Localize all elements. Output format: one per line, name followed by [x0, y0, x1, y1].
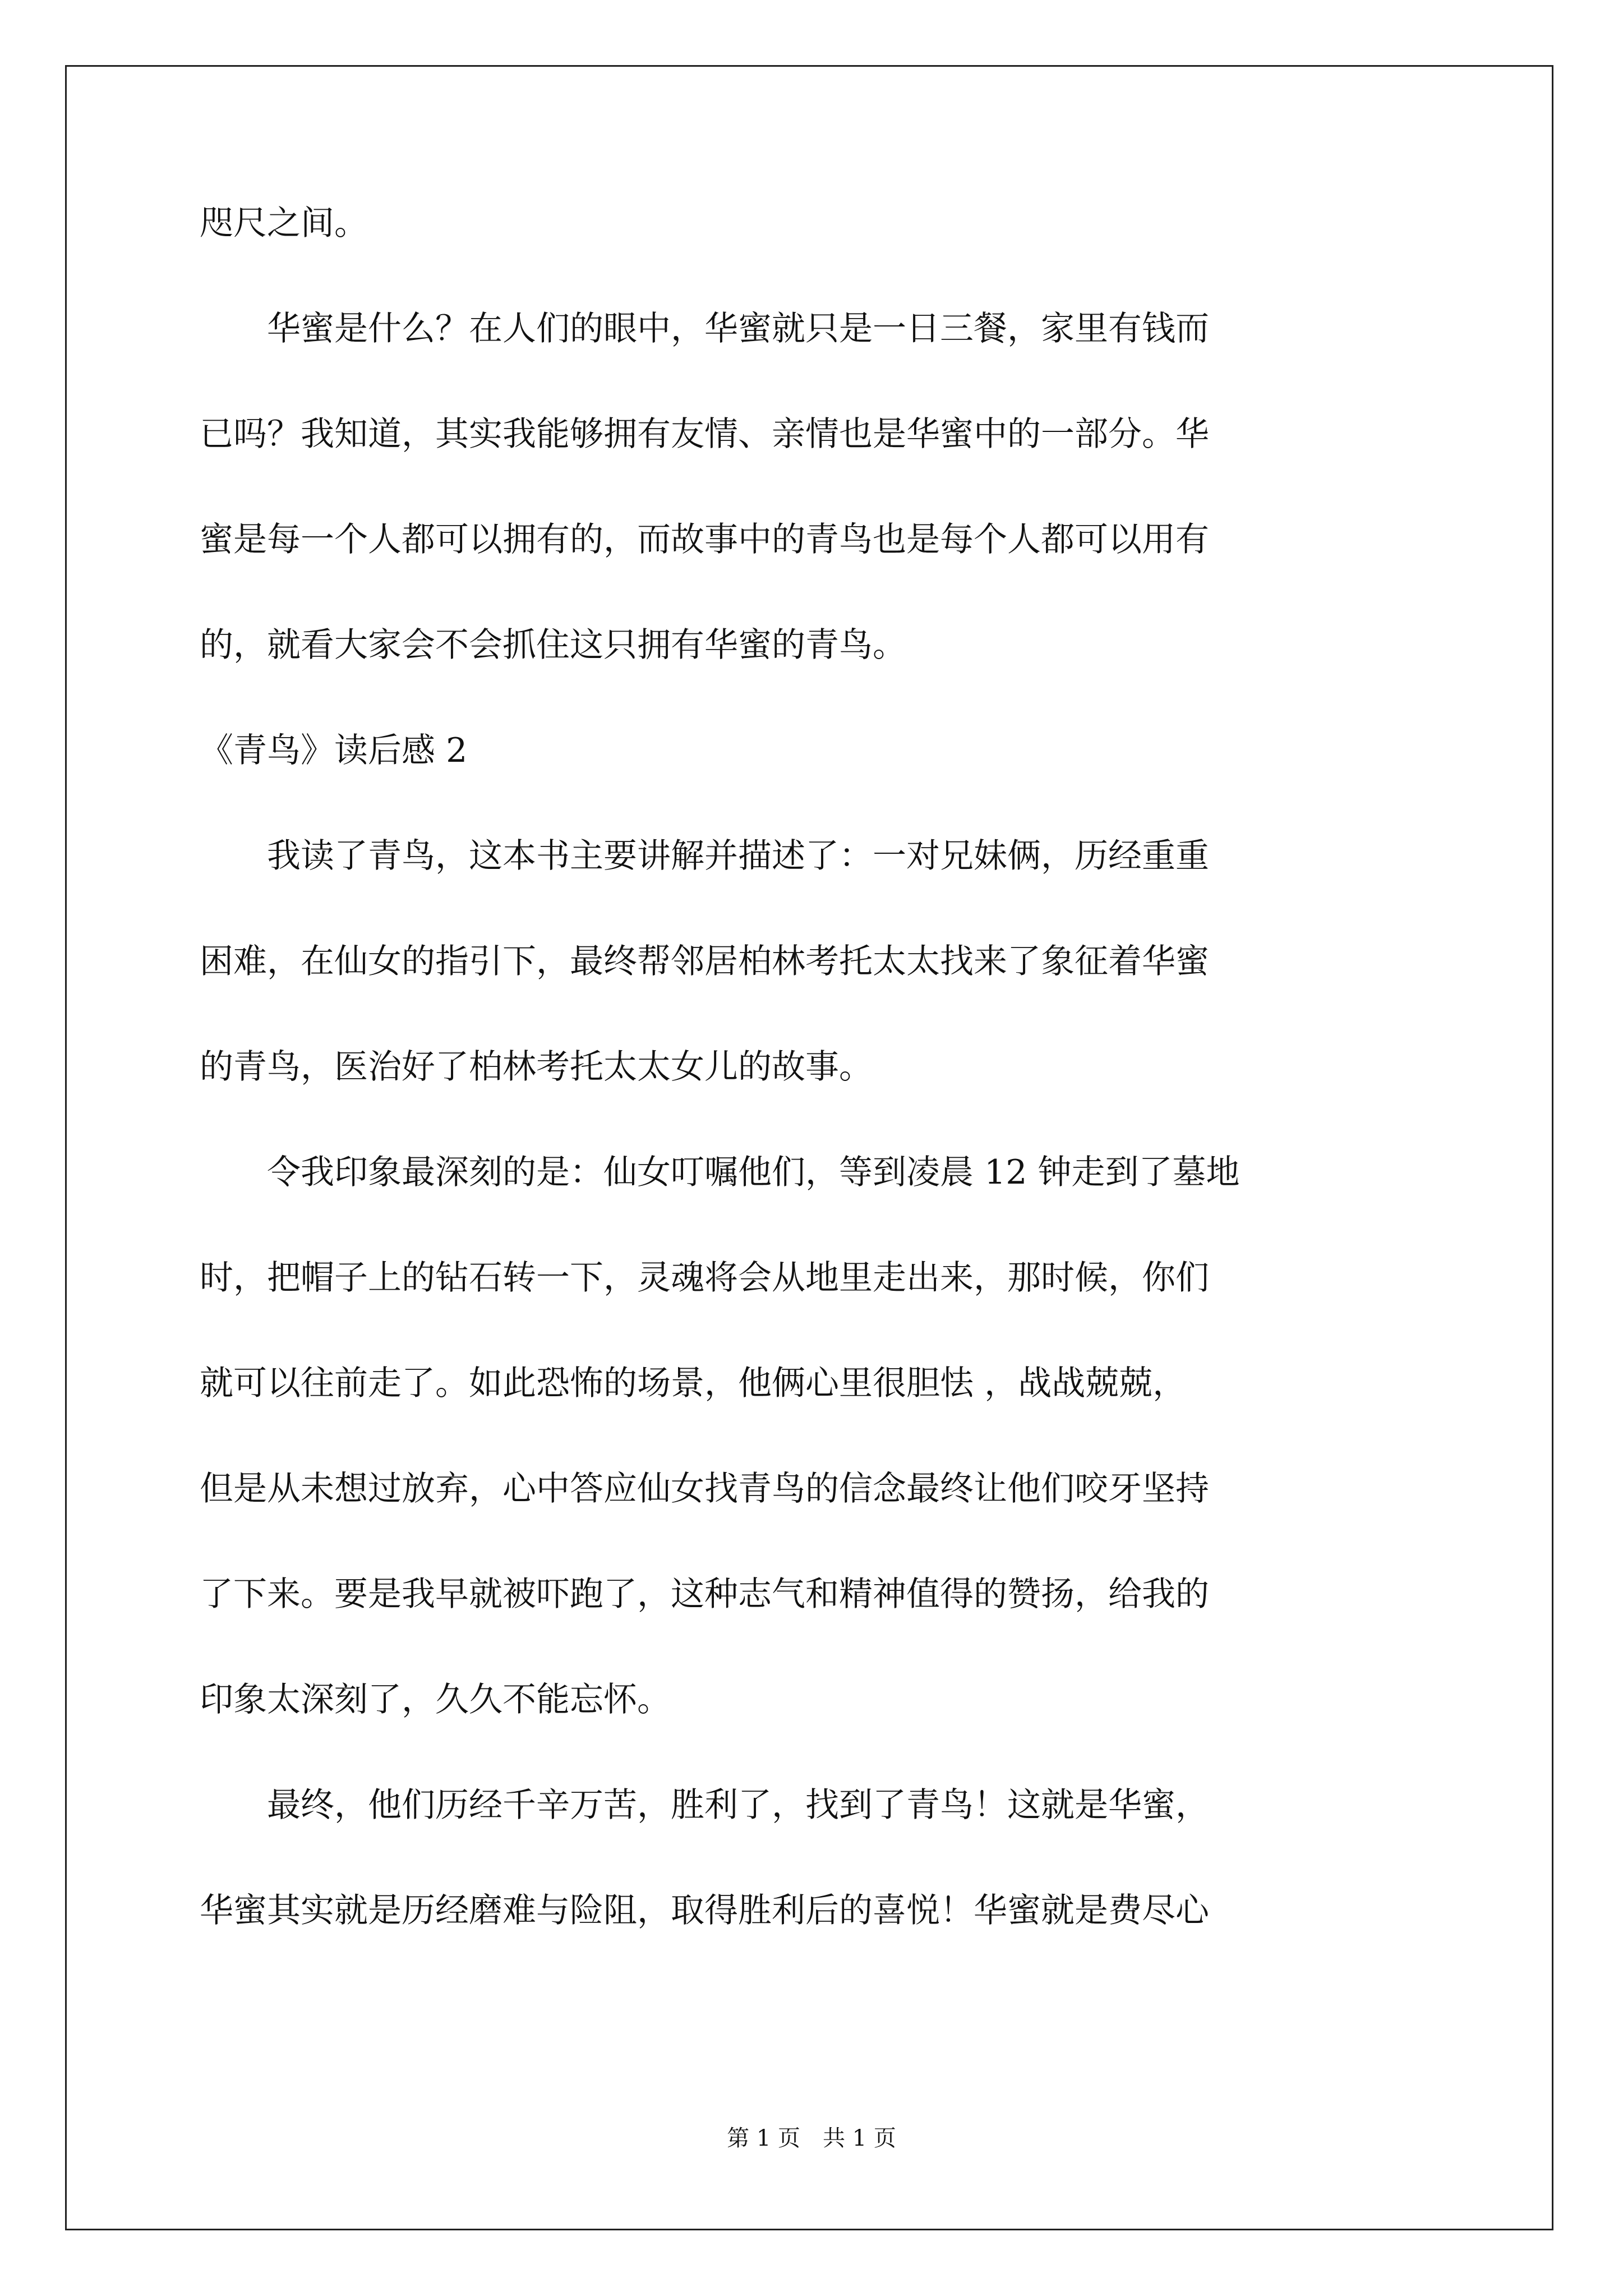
text-line: 的，就看大家会不会抓住这只拥有华蜜的青鸟。 — [200, 625, 906, 665]
text-line: 蜜是每一个人都可以拥有的，而故事中的青鸟也是每个人都可以用有 — [200, 520, 1209, 559]
text-line: 印象太深刻了，久久不能忘怀。 — [200, 1680, 671, 1719]
text-line: 但是从未想过放弃，心中答应仙女找青鸟的信念最终让他们咬牙坚持 — [200, 1469, 1209, 1508]
text-line: 的青鸟，医治好了柏林考托太太女儿的故事。 — [200, 1047, 873, 1087]
text-line: 华蜜是什么？在人们的眼中，华蜜就只是一日三餐，家里有钱而 — [200, 309, 1209, 348]
text-line: 令我印象最深刻的是：仙女叮嘱他们，等到凌晨 12 钟走到了墓地 — [200, 1153, 1240, 1192]
text-line: 华蜜其实就是历经磨难与险阻，取得胜利后的喜悦！华蜜就是费尽心 — [200, 1891, 1209, 1930]
text-line: 我读了青鸟，这本书主要讲解并描述了：一对兄妹俩，历经重重 — [200, 836, 1209, 876]
text-line: 困难，在仙女的指引下，最终帮邻居柏林考托太太找来了象征着华蜜 — [200, 942, 1209, 981]
text-line: 咫尺之间。 — [200, 204, 368, 243]
text-line: 最终，他们历经千辛万苦，胜利了，找到了青鸟！这就是华蜜， — [200, 1786, 1209, 1825]
text-line: 就可以往前走了。如此恐怖的场景，他俩心里很胆怯 ，战战兢兢， — [200, 1364, 1187, 1403]
section-heading: 《青鸟》读后感 2 — [200, 731, 468, 770]
page-footer: 第 1 页 共 1 页 — [727, 2125, 896, 2151]
text-line: 已吗？我知道，其实我能够拥有友情、亲情也是华蜜中的一部分。华 — [200, 415, 1209, 454]
text-line: 了下来。要是我早就被吓跑了，这种志气和精神值得的赞扬，给我的 — [200, 1575, 1209, 1614]
text-line: 时，把帽子上的钻石转一下，灵魂将会从地里走出来，那时候，你们 — [200, 1258, 1209, 1297]
